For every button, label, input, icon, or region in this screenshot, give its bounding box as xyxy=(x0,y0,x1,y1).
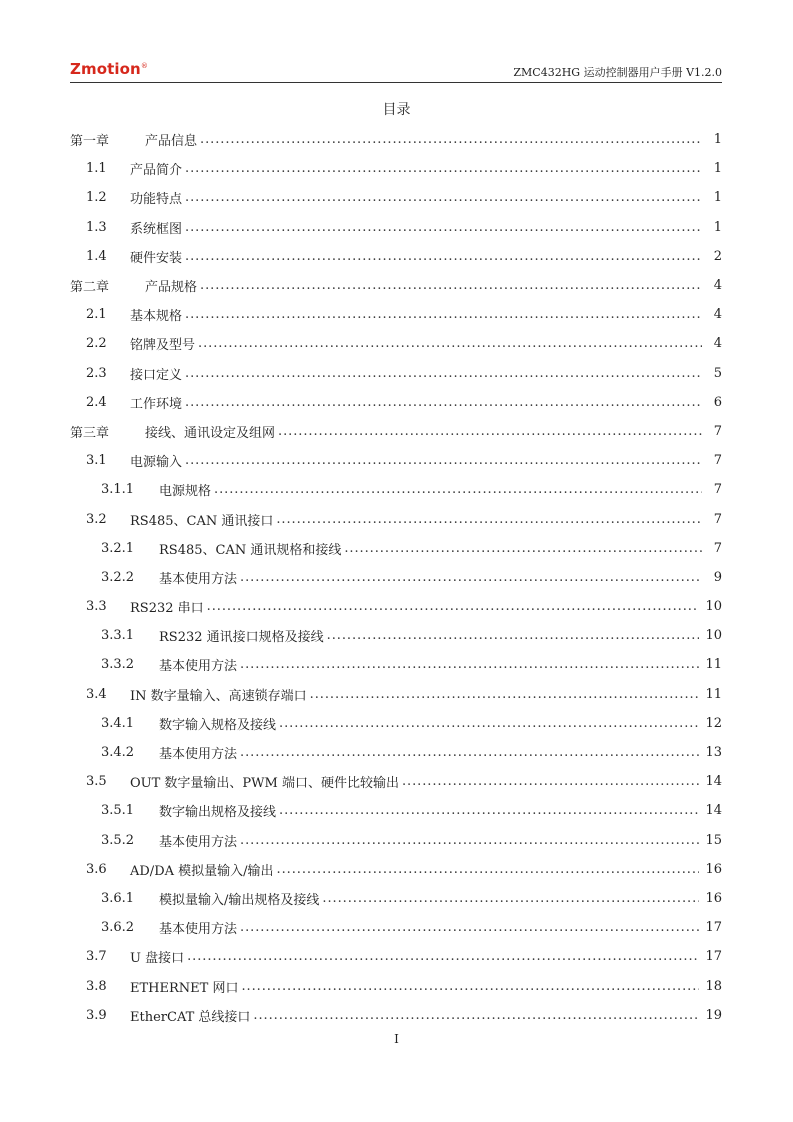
toc-entry[interactable] xyxy=(70,300,722,329)
toc-entry-page: 5 xyxy=(713,365,722,381)
toc-entry-page: 4 xyxy=(713,278,722,294)
toc-entry-number: 3.6 xyxy=(86,861,107,877)
toc-entry-number: 第三章 xyxy=(70,425,110,441)
toc-entry[interactable] xyxy=(70,855,722,884)
toc-entry-page: 4 xyxy=(713,307,722,323)
dot-leader xyxy=(278,424,702,439)
toc-entry-label: OUT 数字量输出、PWM 端口、硬件比较输出 xyxy=(130,776,399,792)
dot-leader xyxy=(241,979,699,994)
toc-entry[interactable] xyxy=(70,446,722,475)
toc-entry-number: 3.5.2 xyxy=(101,832,135,848)
toc-entry-number: 3.5 xyxy=(86,774,107,790)
toc-entry[interactable] xyxy=(70,271,722,300)
dot-leader xyxy=(279,716,699,731)
toc-entry-label: EtherCAT 总线接口 xyxy=(130,1009,251,1025)
toc-entry-label: 模拟量输入/输出规格及接线 xyxy=(159,892,320,908)
toc-entry[interactable] xyxy=(70,125,722,154)
toc-entry-label: 功能特点 xyxy=(130,192,183,208)
toc-entry-page: 16 xyxy=(705,890,722,906)
toc-entry-page: 14 xyxy=(705,803,722,819)
toc-entry-number: 3.3.2 xyxy=(101,657,135,673)
dot-leader xyxy=(185,366,702,381)
toc-entry-label: 工作环境 xyxy=(130,396,183,412)
toc-entry-page: 12 xyxy=(705,715,722,731)
toc-entry-label: 基本使用方法 xyxy=(159,834,238,850)
dot-leader xyxy=(240,657,699,672)
toc-entry-label: U 盘接口 xyxy=(130,951,185,967)
toc-entry-page: 1 xyxy=(713,219,722,235)
logo-text: Zmotion xyxy=(70,60,141,78)
toc-entry-label: 硬件安装 xyxy=(130,250,183,266)
toc-entry[interactable] xyxy=(70,417,722,446)
toc-entry-number: 2.2 xyxy=(86,336,107,352)
dot-leader xyxy=(344,541,702,556)
toc-entry[interactable] xyxy=(70,767,722,796)
toc-entry-number: 2.1 xyxy=(86,307,107,323)
toc-entry[interactable] xyxy=(70,650,722,679)
toc-entry[interactable] xyxy=(70,884,722,913)
toc-entry-page: 4 xyxy=(713,336,722,352)
toc-entry-label: ETHERNET 网口 xyxy=(130,980,239,996)
toc-entry-page: 1 xyxy=(713,161,722,177)
dot-leader xyxy=(185,395,702,410)
dot-leader xyxy=(279,803,699,818)
toc-entry-number: 3.1 xyxy=(86,453,107,469)
toc-entry-page: 18 xyxy=(705,978,722,994)
toc-entry-number: 3.4 xyxy=(86,686,107,702)
toc-entry[interactable] xyxy=(70,504,722,533)
toc-entry-page: 1 xyxy=(713,190,722,206)
toc-entry-label: 数字输入规格及接线 xyxy=(159,717,277,733)
dot-leader xyxy=(327,628,700,643)
dot-leader xyxy=(402,774,699,789)
toc-entry[interactable] xyxy=(70,329,722,358)
table-of-contents xyxy=(70,125,722,1030)
toc-entry-number: 3.7 xyxy=(86,949,107,965)
dot-leader xyxy=(310,687,700,702)
toc-entry-number: 3.5.1 xyxy=(101,803,135,819)
toc-entry[interactable] xyxy=(70,738,722,767)
toc-entry[interactable] xyxy=(70,534,722,563)
toc-entry[interactable] xyxy=(70,942,722,971)
dot-leader xyxy=(277,862,700,877)
dot-leader xyxy=(185,161,702,176)
toc-entry-number: 3.4.1 xyxy=(101,715,135,731)
toc-entry-number: 1.2 xyxy=(86,190,107,206)
toc-entry-number: 3.1.1 xyxy=(101,482,135,498)
toc-entry-label: RS232 串口 xyxy=(130,601,204,617)
dot-leader xyxy=(200,278,702,293)
toc-entry-number: 3.9 xyxy=(86,1007,107,1023)
toc-entry-page: 6 xyxy=(713,394,722,410)
toc-entry-page: 2 xyxy=(713,248,722,264)
page-header xyxy=(70,58,722,83)
toc-entry-label: 产品规格 xyxy=(145,280,198,296)
toc-entry[interactable] xyxy=(70,592,722,621)
dot-leader xyxy=(214,482,702,497)
toc-entry[interactable] xyxy=(70,475,722,504)
page-number: I xyxy=(394,1032,399,1046)
toc-entry-page: 17 xyxy=(705,920,722,936)
toc-entry-number: 3.2.1 xyxy=(101,540,135,556)
toc-title: 目录 xyxy=(382,102,411,118)
toc-entry-page: 7 xyxy=(713,540,722,556)
toc-entry-label: 电源规格 xyxy=(159,484,212,500)
toc-entry[interactable] xyxy=(70,621,722,650)
toc-entry[interactable] xyxy=(70,680,722,709)
registered-mark: ® xyxy=(140,62,148,70)
dot-leader xyxy=(185,307,702,322)
document-title: ZMC432HG 运动控制器用户手册 V1.2.0 xyxy=(513,66,722,79)
toc-entry-label: 系统框图 xyxy=(130,221,183,237)
toc-entry[interactable] xyxy=(70,709,722,738)
toc-entry[interactable] xyxy=(70,154,722,183)
dot-leader xyxy=(185,220,702,235)
toc-entry-page: 7 xyxy=(713,423,722,439)
toc-entry-number: 1.3 xyxy=(86,219,107,235)
toc-entry[interactable] xyxy=(70,971,722,1000)
toc-entry-label: 基本使用方法 xyxy=(159,922,238,938)
dot-leader xyxy=(240,570,702,585)
dot-leader xyxy=(187,949,699,964)
dot-leader xyxy=(240,833,699,848)
zmotion-logo xyxy=(70,60,148,78)
dot-leader xyxy=(200,132,702,147)
dot-leader xyxy=(240,920,699,935)
toc-entry[interactable] xyxy=(70,242,722,271)
toc-entry-page: 7 xyxy=(713,482,722,498)
toc-entry[interactable] xyxy=(70,183,722,212)
toc-entry-page: 1 xyxy=(713,132,722,148)
toc-entry-page: 11 xyxy=(705,657,722,673)
toc-entry-label: 基本使用方法 xyxy=(159,659,238,675)
toc-entry-number: 1.4 xyxy=(86,248,107,264)
toc-entry-label: 接线、通讯设定及组网 xyxy=(145,425,276,441)
toc-entry-page: 9 xyxy=(713,569,722,585)
toc-entry-page: 11 xyxy=(705,686,722,702)
dot-leader xyxy=(207,599,700,614)
toc-entry-label: IN 数字量输入、高速锁存端口 xyxy=(130,688,307,704)
toc-entry-label: RS232 通讯接口规格及接线 xyxy=(159,630,324,646)
toc-entry-number: 3.2 xyxy=(86,511,107,527)
toc-entry-number: 第一章 xyxy=(70,134,110,150)
toc-entry-label: 接口定义 xyxy=(130,367,183,383)
toc-entry-label: 数字输出规格及接线 xyxy=(159,805,277,821)
toc-entry-page: 13 xyxy=(705,745,722,761)
dot-leader xyxy=(185,453,702,468)
toc-entry-label: 产品信息 xyxy=(145,134,198,150)
toc-entry[interactable] xyxy=(70,796,722,825)
dot-leader xyxy=(322,891,699,906)
toc-entry-number: 第二章 xyxy=(70,280,110,296)
toc-entry-number: 2.3 xyxy=(86,365,107,381)
toc-entry-label: AD/DA 模拟量输入/输出 xyxy=(130,863,274,879)
toc-entry-number: 3.3 xyxy=(86,599,107,615)
toc-entry-page: 7 xyxy=(713,511,722,527)
dot-leader xyxy=(185,190,702,205)
toc-entry-label: 基本使用方法 xyxy=(159,571,238,587)
toc-entry-page: 15 xyxy=(705,832,722,848)
toc-entry[interactable] xyxy=(70,213,722,242)
toc-entry[interactable] xyxy=(70,359,722,388)
dot-leader xyxy=(185,249,702,264)
toc-entry-label: 产品简介 xyxy=(130,163,183,179)
toc-entry-number: 3.6.2 xyxy=(101,920,135,936)
toc-entry-number: 1.1 xyxy=(86,161,107,177)
toc-entry-page: 10 xyxy=(705,628,722,644)
toc-entry-page: 17 xyxy=(705,949,722,965)
toc-entry[interactable] xyxy=(70,388,722,417)
toc-entry-page: 10 xyxy=(705,599,722,615)
toc-entry-label: RS485、CAN 通讯接口 xyxy=(130,513,274,529)
dot-leader xyxy=(198,336,702,351)
toc-entry-number: 3.3.1 xyxy=(101,628,135,644)
toc-entry-number: 3.2.2 xyxy=(101,569,135,585)
toc-entry-number: 3.6.1 xyxy=(101,890,135,906)
toc-entry-page: 14 xyxy=(705,774,722,790)
toc-entry-label: 铭牌及型号 xyxy=(130,338,196,354)
dot-leader xyxy=(276,512,702,527)
toc-entry-label: 电源输入 xyxy=(130,455,183,471)
dot-leader xyxy=(253,1008,699,1023)
toc-entry-page: 19 xyxy=(705,1007,722,1023)
toc-entry-page: 7 xyxy=(713,453,722,469)
toc-entry[interactable] xyxy=(70,563,722,592)
toc-entry-number: 3.4.2 xyxy=(101,745,135,761)
toc-entry[interactable] xyxy=(70,1001,722,1030)
toc-entry-label: 基本使用方法 xyxy=(159,747,238,763)
dot-leader xyxy=(240,745,699,760)
toc-entry[interactable] xyxy=(70,913,722,942)
toc-entry-page: 16 xyxy=(705,861,722,877)
toc-entry-number: 3.8 xyxy=(86,978,107,994)
toc-entry-label: 基本规格 xyxy=(130,309,183,325)
toc-entry-label: RS485、CAN 通讯规格和接线 xyxy=(159,542,342,558)
toc-entry[interactable] xyxy=(70,826,722,855)
toc-entry-number: 2.4 xyxy=(86,394,107,410)
